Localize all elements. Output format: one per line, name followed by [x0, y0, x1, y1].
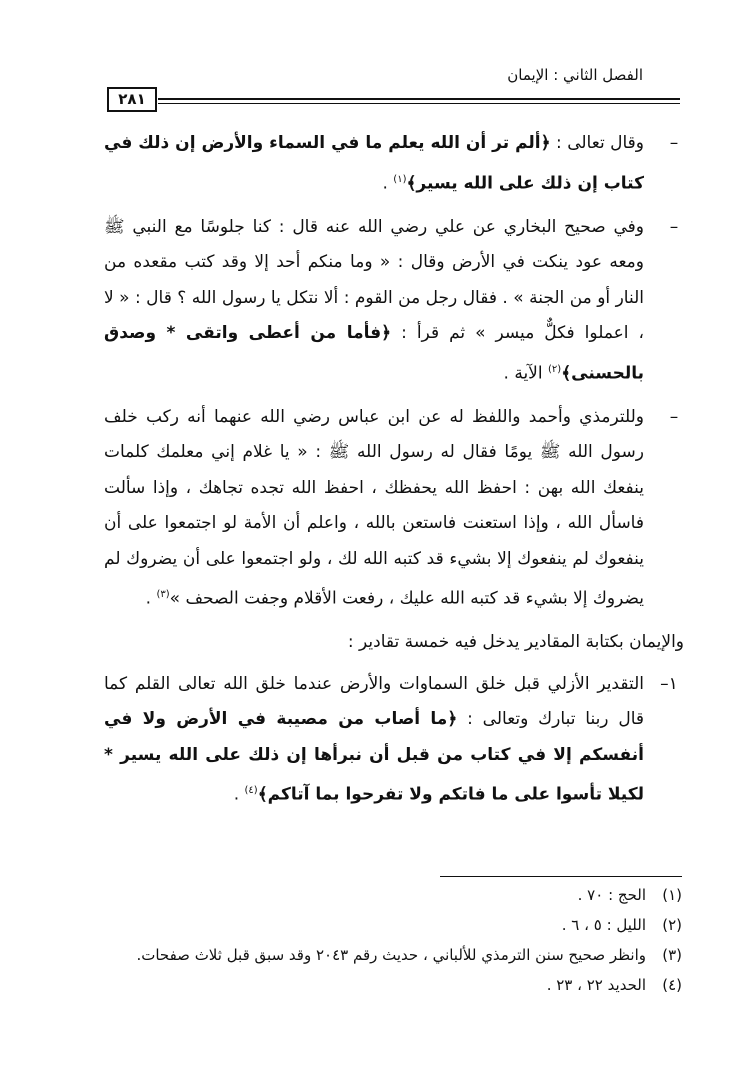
footnotes — [104, 880, 682, 1000]
quran-verse: ﴿فأما من أعطى واتقى * وصدق بالحسنى﴾ — [104, 323, 644, 384]
footnote-text: وانظر صحيح سنن الترمذي للألباني ، حديث رقم ٢٠٤٣ وقد سبق قبل ثلاث صفحات. — [136, 946, 646, 964]
footnote-number: (٣) — [662, 946, 682, 964]
footnote-number: (١) — [662, 886, 682, 904]
paragraph-marker: – — [669, 133, 679, 153]
quran-verse: ﴿ألم تر أن الله يعلم ما في السماء والأرض إن ذلك في كتاب إن ذلك على الله يسير﴾ — [104, 133, 644, 194]
chapter-title: الفصل الثاني : الإيمان — [507, 66, 643, 84]
footnote-ref: (٣) — [156, 589, 170, 601]
text-run: وفي صحيح البخاري عن علي رضي الله عنه قال : كنا جلوسًا مع النبي ﷺ ومعه عود ينكت في الأرض وقال : « وما منكم أحد إلا وقد كتب مقعده من النار أو من الجنة » . فقال رجل من القوم : ألا نتكل يا رسول الله ؟ قال : « لا ، اعملوا فكلٌّ ميسر » ثم قرأ : — [104, 216, 644, 344]
footnote-ref: (٤) — [244, 785, 258, 797]
footnote — [104, 940, 682, 970]
paragraph — [104, 625, 684, 661]
header-rule-thin — [158, 103, 680, 104]
footnote-ref: (٢) — [548, 363, 562, 375]
header-rule-thick — [158, 98, 680, 100]
text-run: . — [382, 173, 394, 194]
footnote-text: الليل : ٥ ، ٦ . — [561, 916, 646, 934]
paragraph-marker: ١– — [660, 673, 678, 694]
quran-verse: ﴿ما أصاب من مصيبة في الأرض ولا في أنفسكم إلا في كتاب من قبل أن نبرأها إن ذلك على الله يسير * لكيلا تأسوا على ما فاتكم ولا تفرحوا بما آتاكم﴾ — [104, 709, 644, 806]
footnote — [104, 910, 682, 940]
paragraph — [104, 400, 684, 618]
text-run: والإيمان بكتابة المقادير يدخل فيه خمسة تقادير : — [347, 632, 684, 653]
footnote — [104, 880, 682, 910]
footnote-rule — [440, 876, 682, 877]
text-run: . — [145, 588, 157, 609]
text-run: الآية . — [503, 363, 548, 384]
body-text — [104, 126, 684, 822]
footnote-text: الحج : ٧٠ . — [577, 886, 646, 904]
footnote — [104, 970, 682, 1000]
text-run: وللترمذي وأحمد واللفظ له عن ابن عباس رضي الله عنهما أنه ركب خلف رسول الله ﷺ يومًا فقال له رسول الله ﷺ : « يا غلام إني معلمك كلمات ينفعك الله بهن : احفظ الله يحفظك ، احفظ الله تجده تجاهك ، وإذا سألت فاسأل الله ، وإذا استعنت فاستعن بالله ، واعلم أن الأمة لو اجتمعوا على أن ينفعوك لم ينفعوك إلا بشيء قد كتبه الله لك ، ولو اجتمعوا على أن يضروك لم يضروك إلا بشيء قد كتبه الله عليك ، رفعت الأقلام وجفت الصحف » — [104, 406, 644, 609]
footnote-ref: (١) — [393, 173, 407, 185]
paragraph-marker: – — [669, 406, 679, 427]
paragraph — [104, 210, 684, 392]
paragraph-marker: – — [669, 216, 679, 237]
paragraph — [104, 667, 684, 814]
text-run: . — [233, 785, 245, 806]
paragraph — [104, 126, 684, 202]
text-run: وقال تعالى : — [550, 133, 644, 153]
text-run: التقدير الأزلي قبل خلق السماوات والأرض عندما خلق الله تعالى القلم كما قال ربنا تبارك وتعالى : — [104, 673, 644, 730]
footnote-text: الحديد ٢٢ ، ٢٣ . — [546, 976, 646, 994]
footnote-number: (٢) — [662, 916, 682, 934]
page-number: ٢٨١ — [107, 87, 157, 112]
footnote-number: (٤) — [662, 976, 682, 994]
